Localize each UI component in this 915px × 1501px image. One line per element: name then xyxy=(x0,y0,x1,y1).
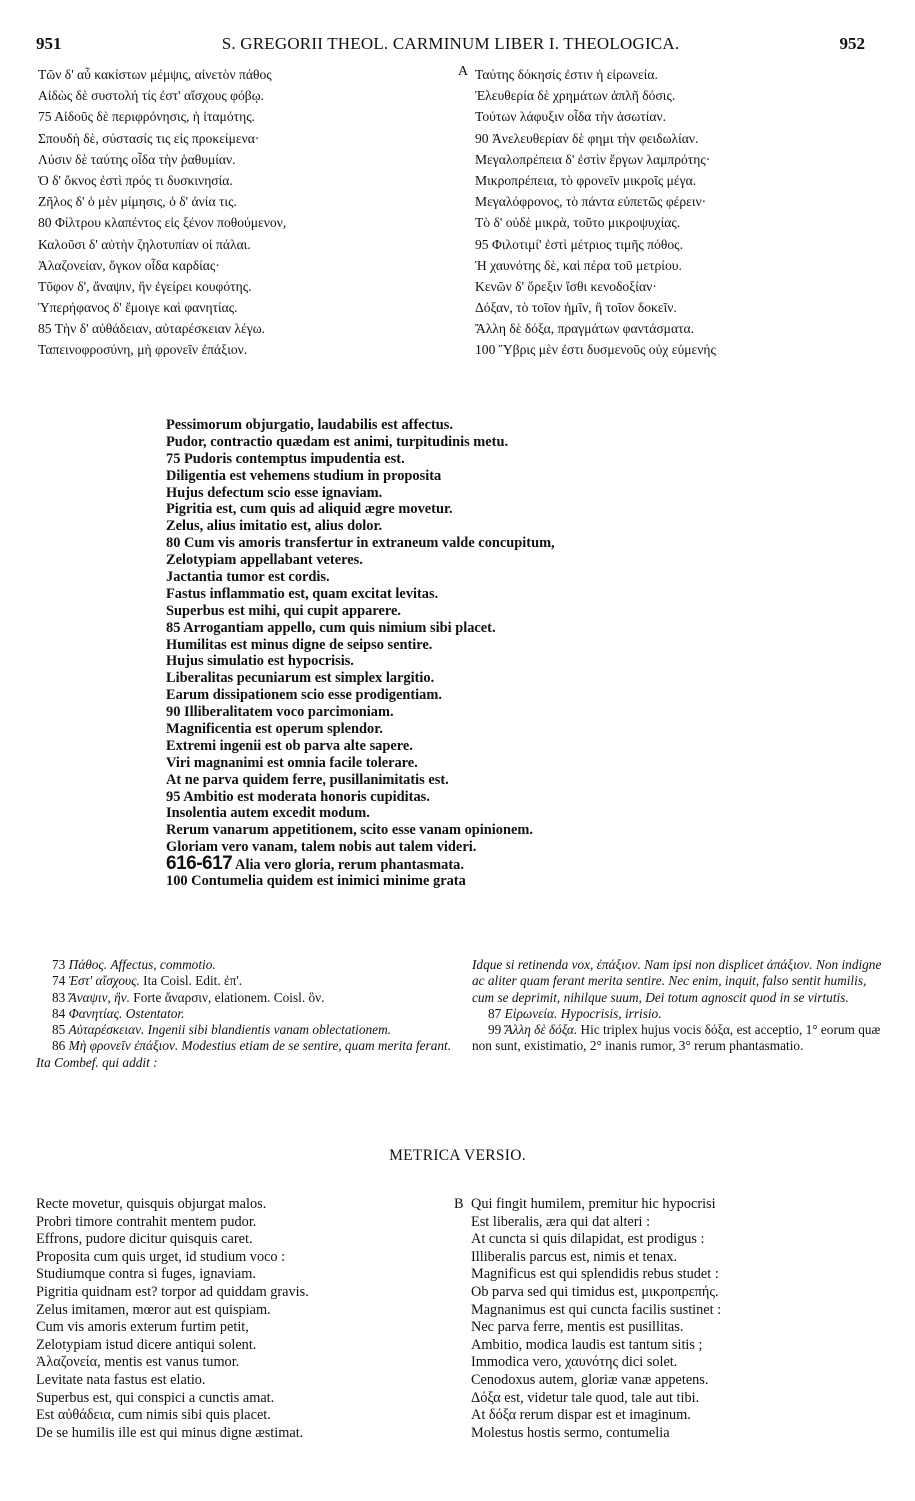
verse-line: Magnificus est qui splendidis rebus studet : xyxy=(471,1266,719,1283)
latin-line: Rerum vanarum appetitionem, scito esse vanam opinionem. xyxy=(166,822,533,839)
footnote-lemma: Φανητίας. xyxy=(68,1005,123,1021)
verse-line: Magnanimus est qui cuncta facilis sustinet : xyxy=(471,1301,722,1318)
verse-line: Est αὐθάδεια, cum nimis sibi quis placet. xyxy=(36,1407,271,1424)
footnote-number: 99 xyxy=(488,1022,502,1038)
latin-line: Fastus inflammatio est, quam excitat levitas. xyxy=(166,585,439,602)
page-number-left: 951 xyxy=(36,34,62,53)
verse-line: Zelotypiam istud dicere antiqui solent. xyxy=(36,1336,257,1353)
greek-line: 95 Φιλοτιμί' ἐστὶ μέτριος τιμῆς πόθος. xyxy=(475,236,683,252)
footnote-lemma: Εἰρωνεία. xyxy=(504,1005,558,1021)
verse-line: Qui fingit humilem, premitur hic hypocrisi xyxy=(471,1196,716,1212)
greek-line: Τὸ δ' οὐδὲ μικρὰ, τοῦτο μικροψυχίας. xyxy=(475,215,681,231)
greek-line: Δόξαν, τὸ τοῖον ἡμῖν, ἢ τοῖον δοκεῖν. xyxy=(475,300,677,316)
footnote-number: 84 xyxy=(52,1005,66,1021)
verse-line: Zelus imitamen, mœror aut est quispiam. xyxy=(36,1301,271,1318)
verse-line: Levitate nata fastus est elatio. xyxy=(36,1371,206,1388)
greek-line: Ἀλαζονείαν, ὄγκον οἶδα καρδίας· xyxy=(38,257,220,273)
verse-line: Superbus est, qui conspici a cunctis amat. xyxy=(36,1389,275,1406)
verse-line: At δόξα rerum dispar est et imaginum. xyxy=(471,1407,691,1424)
latin-line-text: Alia vero gloria, rerum phantasmata. xyxy=(235,857,464,874)
greek-line: Κενῶν δ' ὄρεξιν ἴσθι κενοδοξίαν· xyxy=(475,278,657,294)
verse-line: Nec parva ferre, mentis est pusillitas. xyxy=(471,1319,684,1336)
verse-line: Est liberalis, æra qui dat alteri : xyxy=(471,1213,651,1230)
greek-line: Καλοῦσι δ' αὐτὴν ζηλοτυπίαν οἱ πάλαι. xyxy=(38,236,251,252)
greek-line: Ταύτης δόκησίς ἐστιν ἡ εἰρωνεία. xyxy=(475,67,658,82)
greek-line: 90 Ἀνελευθερίαν δὲ φημι τὴν φειδωλίαν. xyxy=(475,130,699,146)
verse-line: Molestus hostis sermo, contumelia xyxy=(471,1424,670,1441)
footnote-number: 73 xyxy=(52,957,66,972)
latin-line: At ne parva quidem ferre, pusillanimitatis est. xyxy=(166,771,449,788)
latin-line: Earum dissipationem scio esse prodigentiam. xyxy=(166,687,442,704)
footnotes-right xyxy=(472,957,890,1055)
footnote-number: 86 xyxy=(52,1038,66,1054)
footnote-lemma: Μὴ φρονεῖν ἐπάξιον. xyxy=(68,1038,179,1054)
footnote-lemma: Πάθος. xyxy=(68,957,108,972)
greek-line: Ὁ δ' ὄκνος ἐστὶ πρός τι δυσκινησία. xyxy=(38,172,233,188)
verse-line: Probri timore contrahit mentem pudor. xyxy=(36,1213,257,1230)
latin-line: Gloriam vero vanam, talem nobis aut talem videri. xyxy=(166,839,477,856)
greek-line: Ἄλλη δὲ δόξα, πραγμάτων φαντάσματα. xyxy=(475,321,695,337)
verse-line: Studiumque contra si fuges, ignaviam. xyxy=(36,1266,256,1283)
latin-line: Superbus est mihi, qui cupit apparere. xyxy=(166,602,401,619)
greek-line: Τούτων λάφυξιν οἶδα τὴν ἀσωτίαν. xyxy=(475,109,667,125)
verse-line: Ambitio, modica laudis est tantum sitis ; xyxy=(471,1336,703,1353)
latin-line: Diligentia est vehemens studium in proposita xyxy=(166,467,442,484)
footnote xyxy=(36,1038,458,1071)
verse-line: De se humilis ille est qui minus digne æstimat. xyxy=(36,1424,304,1441)
footnote-lemma: Ἐστ' αἴσχους. xyxy=(68,973,140,989)
greek-line: Ταπεινοφροσύνη, μὴ φρονεῖν ἐπάξιον. xyxy=(38,342,248,358)
running-title: S. GREGORII THEOL. CARMINUM LIBER I. THEOLOGICA. xyxy=(221,34,680,53)
footnote-lemma: Ἄλλη δὲ δόξα. xyxy=(504,1022,578,1038)
footnote-continuation xyxy=(472,957,890,1006)
verse-line: Ob parva sed qui timidus est, μικροπρεπής. xyxy=(471,1283,719,1300)
footnote-text: Modestius etiam de se sentire, quam merita ferant. Ita Combef. qui addit : xyxy=(36,1038,452,1070)
greek-line: Σπουδὴ δὲ, σύστασίς τις εἰς προκείμενα· xyxy=(38,130,260,146)
verse-line: Effrons, pudore dicitur quisquis caret. xyxy=(36,1231,253,1248)
page-number-right: 952 xyxy=(839,34,865,53)
greek-line: Μεγαλοπρέπεια δ' ἐστὶν ἔργων λαμπρότης· xyxy=(475,151,711,167)
verse-line: Ἀλαζονεία, mentis est vanus tumor. xyxy=(36,1354,240,1371)
footnotes-left xyxy=(36,957,458,1071)
latin-line: 90 Illiberalitatem voco parcimoniam. xyxy=(166,704,394,721)
footnote-text: Idque si retinenda vox, ἐπάξιον. Nam ipsi non displicet ἀπάξιον. Non indigne ac aliter quam ferant merita sentire. Nec enim, inquit, falso sentit humilis, cum se deprimit, nihilque suum, Dei totum agnoscit quod in se virtutis. xyxy=(472,957,882,1005)
greek-line: Ἡ χαυνότης δὲ, καὶ πέρα τοῦ μετρίου. xyxy=(475,257,682,273)
verse-line: At cuncta si quis dilapidat, est prodigus : xyxy=(471,1231,705,1248)
latin-line: Zelus, alius imitatio est, alius dolor. xyxy=(166,518,383,535)
latin-line: Hujus defectum scio esse ignaviam. xyxy=(166,484,383,501)
footnote-text: Ostentator. xyxy=(125,1005,185,1021)
latin-line: Hujus simulatio est hypocrisis. xyxy=(166,653,354,670)
verse-line: Pigritia quidnam est? torpor ad quiddam gravis. xyxy=(36,1283,309,1300)
footnote xyxy=(36,1006,458,1022)
migne-column-marker: 616-617 xyxy=(166,853,233,875)
footnote-lemma: Αὐταρέσκειαν. xyxy=(68,1022,145,1038)
running-header xyxy=(36,34,865,56)
greek-column-right xyxy=(458,64,888,358)
footnote xyxy=(36,973,458,989)
greek-line: Μικροπρέπεια, τὸ φρονεῖν μικροῖς μέγα. xyxy=(475,172,697,188)
footnote-text: Affectus, commotio. xyxy=(110,957,216,972)
latin-line: 100 Contumelia quidem est inimici minime grata xyxy=(166,873,466,890)
metrical-version-right xyxy=(454,1196,894,1441)
latin-line: Insolentia autem excedit modum. xyxy=(166,805,370,822)
footnote xyxy=(36,1022,458,1038)
footnote-text: Ita Coisl. Edit. ἐπ'. xyxy=(143,973,243,989)
latin-line: Jactantia tumor est cordis. xyxy=(166,569,330,586)
footnote xyxy=(472,1006,890,1022)
verse-line: Cenodoxus autem, gloriæ vanæ appetens. xyxy=(471,1371,709,1388)
latin-line: 85 Arrogantiam appello, cum quis nimium sibi placet. xyxy=(166,619,496,636)
greek-line: Αἰδὼς δὲ συστολή τίς ἐστ' αἴσχους φόβῳ. xyxy=(38,88,265,104)
latin-line: Pigritia est, cum quis ad aliquid ægre movetur. xyxy=(166,501,453,518)
footnote-lemma: Ἄναψιν, ἣν. xyxy=(68,989,130,1005)
greek-line: 75 Αἰδοῦς δὲ περιφρόνησις, ἡ ἰταμότης. xyxy=(38,109,255,125)
verse-line: Illiberalis parcus est, nimis et tenax. xyxy=(471,1248,678,1265)
section-title: METRICA VERSIO. xyxy=(389,1147,526,1164)
greek-line: 85 Τὴν δ' αὐθάδειαν, αὐταρέσκειαν λέγω. xyxy=(38,321,266,337)
verse-line: Proposita cum quis urget, id studium voco : xyxy=(36,1248,286,1265)
latin-line: 80 Cum vis amoris transfertur in extraneum valde concupitum, xyxy=(166,535,555,552)
latin-line-with-page-marker xyxy=(166,853,786,875)
greek-line: Ζῆλος δ' ὁ μὲν μίμησις, ὁ δ' ἀνία τις. xyxy=(38,194,237,210)
greek-line: 100 Ὕβρις μὲν ἐστι δυσμενοῦς οὐχ εὐμενής xyxy=(475,342,716,358)
footnote-text: Hypocrisis, irrisio. xyxy=(560,1005,662,1021)
latin-line: Pudor, contractio quædam est animi, turpitudinis metu. xyxy=(166,433,509,450)
latin-translation xyxy=(166,417,786,890)
latin-line: 75 Pudoris contemptus impudentia est. xyxy=(166,450,405,467)
footnote xyxy=(472,1022,890,1055)
footnote-number: 87 xyxy=(488,1005,502,1021)
metrical-version-left xyxy=(36,1196,446,1442)
footnote-number: 83 xyxy=(52,989,66,1005)
footnote-number: 85 xyxy=(52,1022,66,1038)
footnote-text: Forte ἄναρσιν, elationem. Coisl. ὃν. xyxy=(133,989,325,1005)
greek-line: Λύσιν δὲ ταύτης οἶδα τὴν ῥαθυμίαν. xyxy=(38,151,236,167)
verse-line: Recte movetur, quisquis objurgat malos. xyxy=(36,1196,267,1212)
footnote-text: Hic triplex hujus vocis δόξα, est acceptio, 1° eorum quæ non sunt, existimatio, 2° inanis rumor, 3° rerum phantasmatio. xyxy=(472,1022,881,1054)
footnote-text: Ingenii sibi blandientis vanam oblectationem. xyxy=(147,1022,391,1038)
column-marker-b: B xyxy=(454,1196,464,1212)
latin-line: Viri magnanimi est omnia facile tolerare. xyxy=(166,754,418,771)
latin-line: 95 Ambitio est moderata honoris cupiditas. xyxy=(166,788,430,805)
latin-line: Magnificentia est operum splendor. xyxy=(166,721,383,738)
greek-line: Ὑπερήφανος δ' ἔμοιγε καὶ φανητίας. xyxy=(38,300,238,316)
greek-line: Τῶν δ' αὖ κακίστων μέμψις, αἰνετὸν πάθος xyxy=(38,67,272,82)
greek-line: 80 Φίλτρου κλαπέντος εἰς ξένον ποθούμενον, xyxy=(38,215,287,231)
latin-line: Pessimorum objurgatio, laudabilis est affectus. xyxy=(166,417,454,433)
footnote xyxy=(36,990,458,1006)
latin-line: Liberalitas pecuniarum est simplex largitio. xyxy=(166,670,435,687)
latin-line: Zelotypiam appellabant veteres. xyxy=(166,552,363,569)
verse-line: Cum vis amoris exterum furtim petit, xyxy=(36,1319,249,1336)
footnote-number: 74 xyxy=(52,973,66,989)
greek-line: Τῦφον δ', ἄναψιν, ἣν ἐγείρει κουφότης. xyxy=(38,278,252,294)
greek-column-left xyxy=(38,64,443,361)
greek-line: Μεγαλόφρονος, τὸ πάντα εὐπετῶς φέρειν· xyxy=(475,194,707,210)
verse-line: Immodica vero, χαυνότης dici solet. xyxy=(471,1354,678,1371)
greek-line: Ἐλευθερία δὲ χρημάτων ἁπλῆ δόσις. xyxy=(475,88,676,104)
column-marker-a: A xyxy=(458,64,469,79)
latin-line: Humilitas est minus digne de seipso sentire. xyxy=(166,636,433,653)
latin-line: Extremi ingenii est ob parva alte sapere. xyxy=(166,737,413,754)
footnote xyxy=(36,957,458,973)
verse-line: Δόξα est, videtur tale quod, tale aut tibi. xyxy=(471,1389,700,1406)
